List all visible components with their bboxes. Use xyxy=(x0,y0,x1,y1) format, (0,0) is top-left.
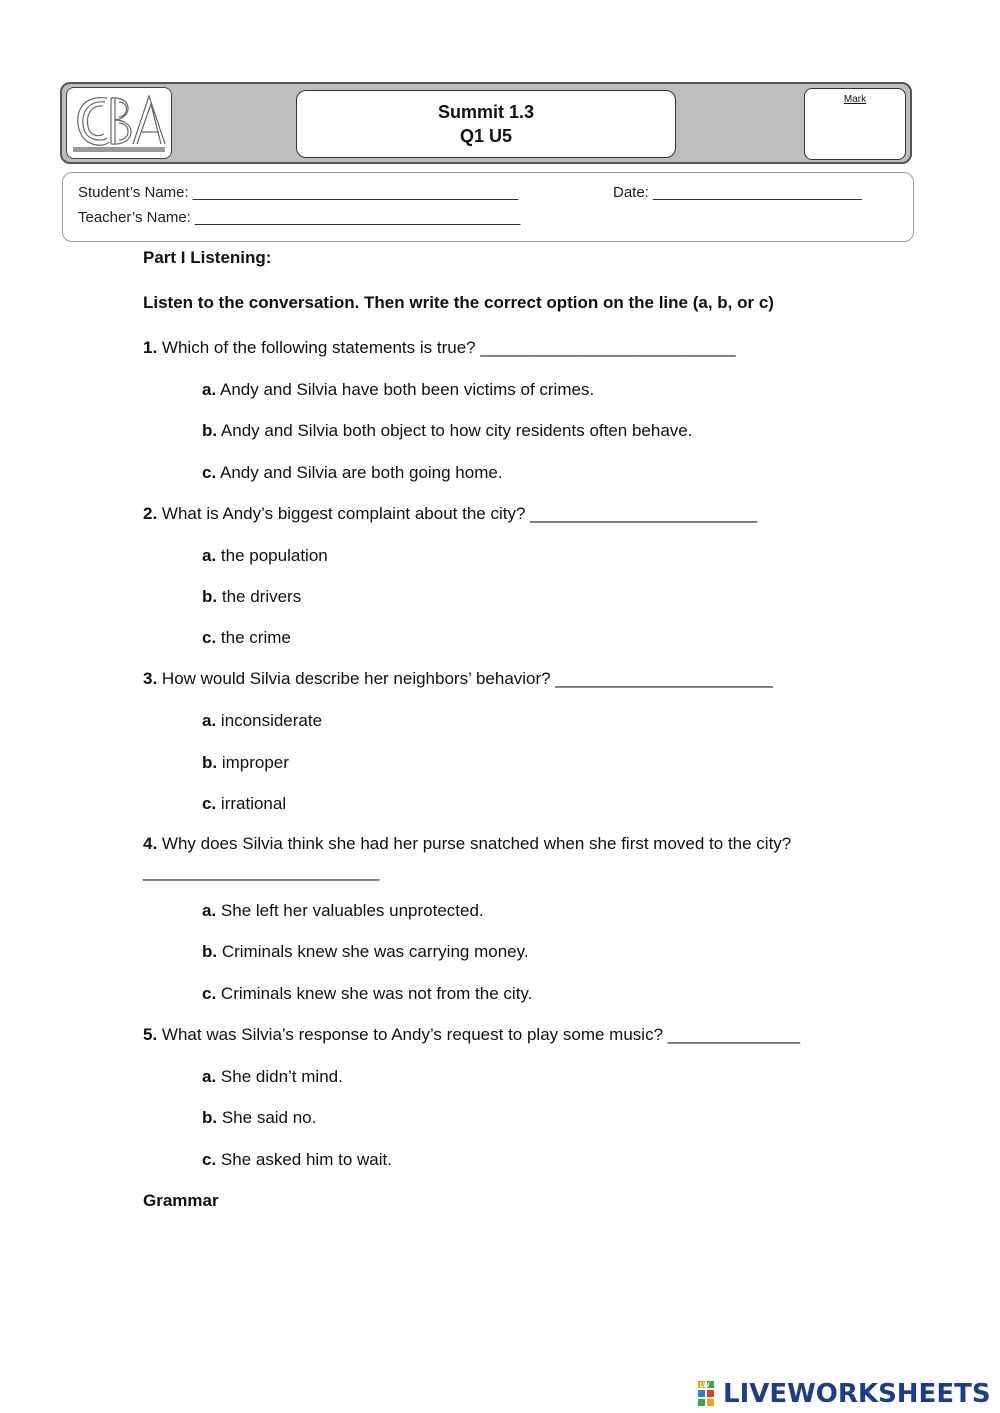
school-logo xyxy=(66,87,172,159)
option-2b xyxy=(202,586,301,608)
question-4-answer-line[interactable]: _________________________ xyxy=(143,862,380,881)
option-5c xyxy=(202,1149,392,1171)
option-text: Andy and Silvia have both been victims of crimes. xyxy=(219,380,595,399)
question-2 xyxy=(143,503,757,525)
liveworksheets-brand: LIVEWORKSHEETS xyxy=(723,1379,991,1409)
option-text: She said no. xyxy=(221,1108,317,1127)
option-5a xyxy=(202,1066,343,1088)
title-box xyxy=(296,90,676,158)
option-letter: a. xyxy=(202,901,217,920)
option-letter: b. xyxy=(202,753,218,772)
option-text: She left her valuables unprotected. xyxy=(220,901,484,920)
option-text: the drivers xyxy=(221,587,302,606)
option-2c xyxy=(202,627,291,649)
question-text[interactable]: What was Silvia’s response to Andy’s request to play some music? ______________ xyxy=(161,1025,801,1044)
question-text[interactable]: How would Silvia describe her neighbors’ behavior? _______________________ xyxy=(161,669,773,688)
option-letter: a. xyxy=(202,380,217,399)
option-5b xyxy=(202,1107,316,1129)
option-4b xyxy=(202,941,529,963)
option-text: the population xyxy=(220,546,328,565)
liveworksheets-logo[interactable] xyxy=(697,1376,991,1412)
option-3c xyxy=(202,793,286,815)
option-letter: c. xyxy=(202,463,217,482)
question-number: 1. xyxy=(143,338,158,357)
question-number: 2. xyxy=(143,504,158,523)
date-field[interactable]: Date: _________________________ xyxy=(613,184,862,201)
option-text: Andy and Silvia are both going home. xyxy=(219,463,503,482)
option-text: irrational xyxy=(220,794,287,813)
option-letter: b. xyxy=(202,587,218,606)
mark-box[interactable] xyxy=(804,88,906,160)
question-number: 4. xyxy=(143,834,158,853)
liveworksheets-icon xyxy=(697,1379,723,1409)
question-text: Why does Silvia think she had her purse snatched when she first moved to the city? xyxy=(161,834,792,853)
teacher-name-field[interactable]: Teacher’s Name: _______________________________________ xyxy=(78,209,521,226)
option-text: Criminals knew she was not from the city. xyxy=(220,984,533,1003)
section-instructions: Listen to the conversation. Then write the correct option on the line (a, b, or c) xyxy=(143,293,774,312)
question-3 xyxy=(143,668,773,690)
student-name-field[interactable]: Student’s Name: _______________________________________ xyxy=(78,184,519,201)
option-letter: c. xyxy=(202,984,217,1003)
question-4 xyxy=(143,833,791,855)
option-text: Criminals knew she was carrying money. xyxy=(221,942,529,961)
option-letter: b. xyxy=(202,942,218,961)
worksheet-title: Summit 1.3 xyxy=(437,102,535,122)
option-2a xyxy=(202,545,328,567)
option-letter: c. xyxy=(202,794,217,813)
option-3a xyxy=(202,710,322,732)
option-3b xyxy=(202,752,289,774)
cba-logo-icon xyxy=(67,88,171,158)
grammar-heading: Grammar xyxy=(143,1191,219,1210)
option-4c xyxy=(202,983,532,1005)
worksheet-subtitle: Q1 U5 xyxy=(459,126,513,146)
question-number: 5. xyxy=(143,1025,158,1044)
option-letter: c. xyxy=(202,1150,217,1169)
section-title: Part I Listening: xyxy=(143,248,272,267)
option-letter: a. xyxy=(202,546,217,565)
option-letter: a. xyxy=(202,1067,217,1086)
option-letter: a. xyxy=(202,711,217,730)
option-text: Andy and Silvia both object to how city residents often behave. xyxy=(220,421,693,440)
option-text: She didn’t mind. xyxy=(220,1067,343,1086)
option-letter: b. xyxy=(202,1108,218,1127)
mark-label: Mark xyxy=(843,94,867,105)
question-1 xyxy=(143,337,736,359)
option-1c xyxy=(202,462,503,484)
question-text[interactable]: What is Andy’s biggest complaint about the city? ________________________ xyxy=(161,504,758,523)
student-info-box xyxy=(62,172,914,242)
option-1a xyxy=(202,379,594,401)
option-text: the crime xyxy=(220,628,291,647)
option-text: She asked him to wait. xyxy=(220,1150,392,1169)
option-4a xyxy=(202,900,484,922)
option-text: inconsiderate xyxy=(220,711,323,730)
option-letter: b. xyxy=(202,421,218,440)
option-letter: c. xyxy=(202,628,217,647)
icon-letters: LW xyxy=(699,1382,710,1389)
option-text: improper xyxy=(221,753,289,772)
question-5 xyxy=(143,1024,800,1046)
option-1b xyxy=(202,420,692,442)
question-number: 3. xyxy=(143,669,158,688)
question-text[interactable]: Which of the following statements is true? ___________________________ xyxy=(161,338,736,357)
